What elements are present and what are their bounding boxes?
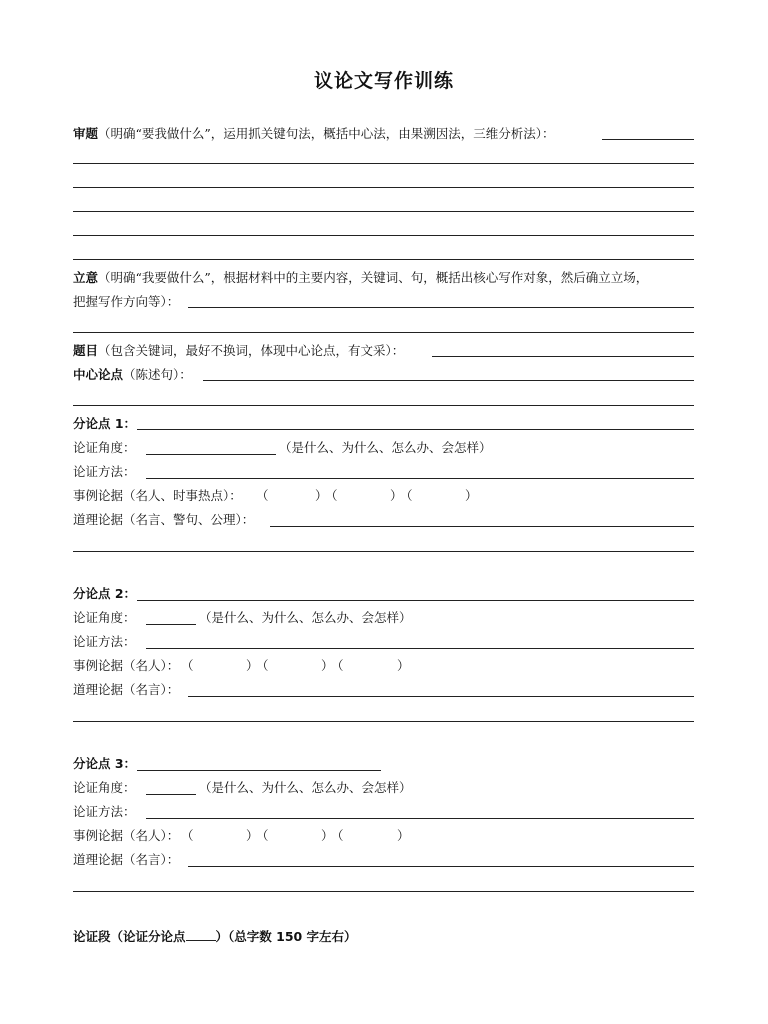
section1-reason-label: 道理论据（名言、警句、公理）： [73,512,255,527]
zhongxin-answer-line[interactable] [203,380,694,381]
section1-paren-close-1: ） [315,488,328,503]
shenti-line-3[interactable] [73,211,694,212]
section3-angle-label: 论证角度： [73,780,136,795]
timu-answer-line[interactable] [432,356,694,357]
section3-reason-label: 道理论据（名言）： [73,852,180,867]
section2-paren-open-3: （ [331,658,344,673]
section1-line-extra[interactable] [73,551,694,552]
section3-angle-hint: （是什么、为什么、怎么办、会怎样） [199,780,412,795]
section3-reason-line[interactable] [188,866,694,867]
zhongxin-label: 中心论点 [73,367,124,382]
section3-paren-close-2: ） [321,828,334,843]
page-title: 议论文写作训练 [313,70,454,92]
section1-example-label: 事例论据（名人、时事热点）： [73,488,242,503]
zhongxin-row [73,367,192,383]
section3-line-extra[interactable] [73,891,694,892]
final-suffix: ）（总字数 150 字左右） [215,929,357,944]
final-label: 论证段（论证分论点 [73,929,186,944]
timu-row [73,343,404,359]
section1-paren-open-3: （ [400,488,413,503]
section2-reason-line[interactable] [188,696,694,697]
section1-method-line[interactable] [146,478,694,479]
zhongxin-line-1[interactable] [73,405,694,406]
zhongxin-desc: （陈述句）： [123,367,192,382]
section3-method-label: 论证方法： [73,804,136,819]
section1-paren-close-2: ） [390,488,403,503]
section2-answer-line[interactable] [137,600,694,601]
section1-paren-open-1: （ [256,488,269,503]
section1-paren-close-3: ） [465,488,478,503]
timu-label: 题目 [73,343,99,358]
section2-reason-label: 道理论据（名言）： [73,682,180,697]
shenti-answer-line[interactable] [602,139,694,140]
section1-method-label: 论证方法： [73,464,136,479]
liyi-line-1[interactable] [73,332,694,333]
section2-method-label: 论证方法： [73,634,136,649]
liyi-desc-2: 把握写作方向等）： [73,294,180,309]
section2-paren-close-2: ） [321,658,334,673]
liyi-label: 立意 [73,270,99,285]
section3-angle-line[interactable] [146,794,196,795]
section3-label: 分论点 3： [73,756,137,771]
section1-paren-open-2: （ [325,488,338,503]
shenti-line-4[interactable] [73,235,694,236]
section2-label: 分论点 2： [73,586,137,601]
timu-desc: （包含关键词，最好不换词，体现中心论点，有文采）： [98,343,405,358]
section3-paren-open-2: （ [256,828,269,843]
liyi-answer-line[interactable] [188,307,694,308]
shenti-line-5[interactable] [73,259,694,260]
section1-angle-line[interactable] [146,454,276,455]
section3-method-line[interactable] [146,818,694,819]
section2-angle-hint: （是什么、为什么、怎么办、会怎样） [199,610,412,625]
shenti-line-2[interactable] [73,187,694,188]
shenti-line-1[interactable] [73,163,694,164]
section2-angle-label: 论证角度： [73,610,136,625]
section3-example-label: 事例论据（名人）： [73,828,180,843]
section3-paren-close-1: ） [246,828,259,843]
section2-paren-close-3: ） [397,658,410,673]
section2-paren-close-1: ） [246,658,259,673]
section3-paren-open-1: （ [181,828,194,843]
liyi-desc: （明确“我要做什么”，根据材料中的主要内容，关键词、句，概括出核心写作对象，然后确立立场， [98,270,649,285]
section2-example-label: 事例论据（名人）： [73,658,180,673]
final-blank[interactable] [186,928,216,941]
section3-paren-close-3: ） [397,828,410,843]
section2-angle-line[interactable] [146,624,196,625]
section2-method-line[interactable] [146,648,694,649]
section1-angle-label: 论证角度： [73,440,136,455]
section2-paren-open-1: （ [181,658,194,673]
section1-label: 分论点 1： [73,416,137,431]
section3-answer-line[interactable] [137,770,381,771]
final-row [73,928,357,945]
shenti-row [73,126,555,142]
section3-paren-open-3: （ [331,828,344,843]
section1-angle-hint: （是什么、为什么、怎么办、会怎样） [279,440,492,455]
shenti-label: 审题 [73,126,99,141]
section1-reason-line[interactable] [270,526,694,527]
section1-answer-line[interactable] [137,429,694,430]
liyi-row [73,270,648,286]
section2-line-extra[interactable] [73,721,694,722]
section2-paren-open-2: （ [256,658,269,673]
shenti-desc: （明确“要我做什么”，运用抓关键句法，概括中心法，由果溯因法，三维分析法）： [98,126,555,141]
